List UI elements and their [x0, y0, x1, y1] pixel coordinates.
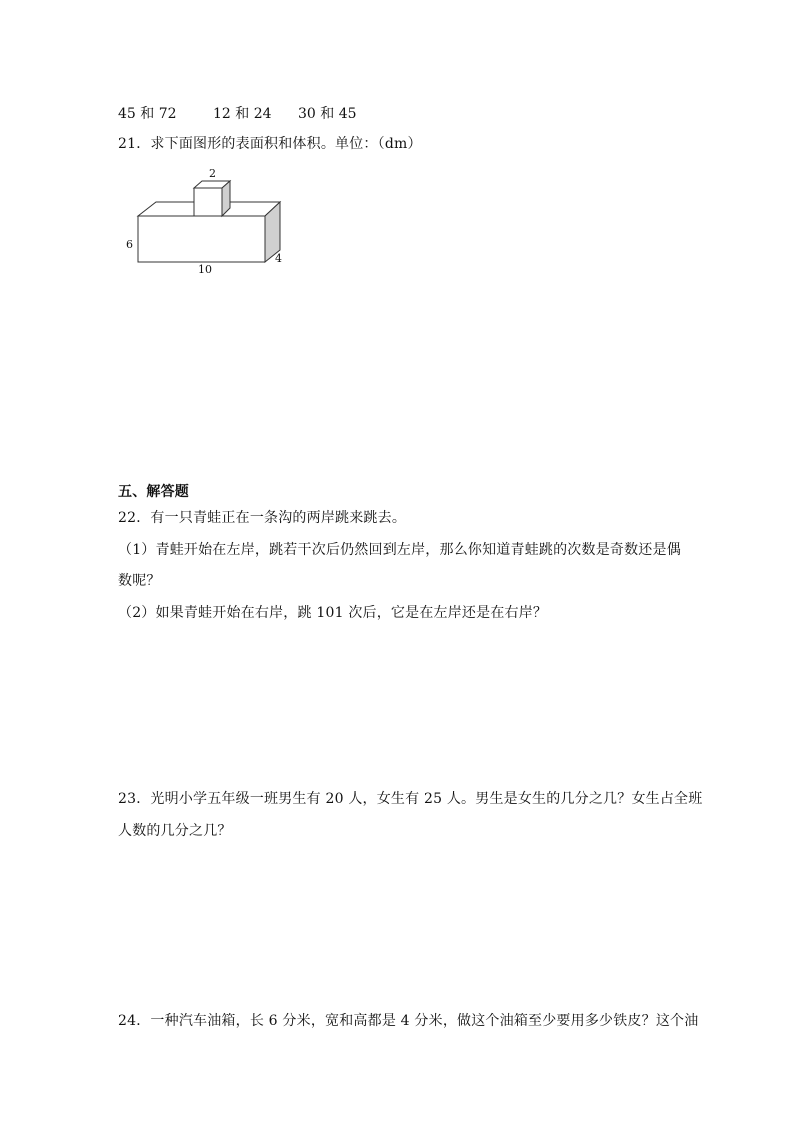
label-depth: 4 [275, 252, 282, 265]
section-heading: 五、解答题 [118, 484, 189, 500]
question-22-part1-line1: （1）青蛙开始在左岸，跳若干次后仍然回到左岸，那么你知道青蛙跳的次数是奇数还是偶 [118, 542, 681, 558]
question-22-text: 22．有一只青蛙正在一条沟的两岸跳来跳去。 [118, 510, 407, 526]
question-23-line1: 23．光明小学五年级一班男生有 20 人，女生有 25 人。男生是女生的几分之几？女生占全班 [118, 791, 703, 807]
label-length: 10 [198, 263, 212, 276]
label-cube-edge: 2 [209, 167, 216, 180]
question-21-text: 21．求下面图形的表面积和体积。单位：（dm） [118, 136, 422, 152]
label-height: 6 [126, 238, 133, 251]
question-24-line1: 24．一种汽车油箱，长 6 分米，宽和高都是 4 分米，做这个油箱至少要用多少铁皮？这个油 [118, 1013, 699, 1029]
small-cube [194, 181, 230, 216]
question-23-line2: 人数的几分之几？ [118, 823, 232, 839]
number-pair-1: 45 和 72 [118, 106, 177, 122]
question-22-part2: （2）如果青蛙开始在右岸，跳 101 次后，它是在左岸还是在右岸？ [118, 605, 548, 621]
question-22-part1-line2: 数呢？ [118, 573, 161, 589]
number-pair-3: 30 和 45 [298, 106, 357, 122]
large-cuboid-front [138, 216, 265, 262]
number-pair-2: 12 和 24 [213, 106, 272, 122]
small-cube-front [194, 188, 222, 216]
cuboid-figure [118, 164, 293, 279]
